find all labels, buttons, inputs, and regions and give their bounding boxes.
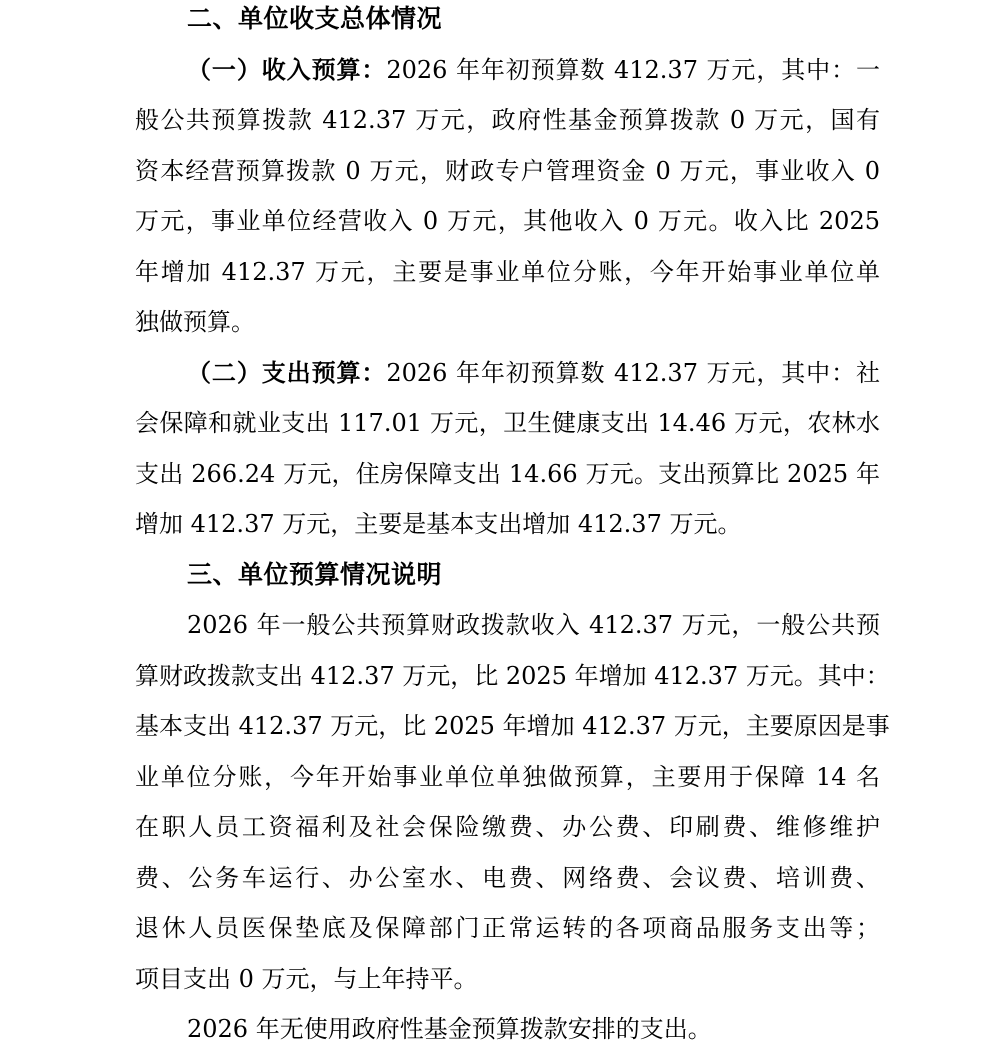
- paragraph-line: 在职人员工资福利及社会保险缴费、办公费、印刷费、维修维护: [135, 813, 880, 841]
- expense-budget-label: （二）支出预算：: [187, 358, 387, 387]
- paragraph-line: [135, 45, 880, 96]
- budget-explanation-paragraph: [135, 600, 890, 1004]
- paragraph-line: 资本经营预算拨款 0 万元，财政专户管理资金 0 万元，事业收入 0: [135, 156, 880, 185]
- paragraph-line: 般公共预算拨款 412.37 万元，政府性基金预算拨款 0 万元，国有: [135, 106, 880, 134]
- paragraph-text: 2026 年年初预算数 412.37 万元，其中：一: [386, 55, 880, 84]
- paragraph-line: 基本支出 412.37 万元，比 2025 年增加 412.37 万元，主要原因是事: [135, 712, 890, 740]
- paragraph-line: 会保障和就业支出 117.01 万元，卫生健康支出 14.46 万元，农林水: [135, 409, 880, 437]
- paragraph-text: 2026 年年初预算数 412.37 万元，其中：社: [386, 358, 880, 387]
- paragraph-line: 2026 年无使用政府性基金预算拨款安排的支出。: [187, 1015, 712, 1043]
- section-heading-2: 二、单位收支总体情况: [187, 4, 443, 33]
- government-fund-paragraph: [135, 1004, 880, 1055]
- document-page: [135, 0, 890, 1055]
- paragraph-line: 项目支出 0 万元，与上年持平。: [135, 964, 478, 993]
- paragraph-line: [135, 348, 880, 399]
- paragraph-line: 年增加 412.37 万元，主要是事业单位分账，今年开始事业单位单: [135, 257, 880, 286]
- income-budget-label: （一）收入预算：: [187, 55, 387, 84]
- paragraph-line: 支出 266.24 万元，住房保障支出 14.66 万元。支出预算比 2025 年: [135, 459, 880, 488]
- paragraph-line: 独做预算。: [135, 308, 255, 336]
- paragraph-line: 2026 年一般公共预算财政拨款收入 412.37 万元，一般公共预: [187, 611, 880, 639]
- income-budget-paragraph: [135, 45, 880, 348]
- paragraph-line: 增加 412.37 万元，主要是基本支出增加 412.37 万元。: [135, 510, 742, 538]
- paragraph-line: 业单位分账，今年开始事业单位单独做预算，主要用于保障 14 名: [135, 762, 880, 791]
- paragraph-line: 费、公务车运行、办公室水、电费、网络费、会议费、培训费、: [135, 863, 880, 892]
- section-heading-3: 三、单位预算情况说明: [187, 559, 443, 589]
- expense-budget-paragraph: [135, 348, 880, 550]
- paragraph-line: 万元，事业单位经营收入 0 万元，其他收入 0 万元。收入比 2025: [135, 207, 880, 235]
- paragraph-line: 算财政拨款支出 412.37 万元，比 2025 年增加 412.37 万元。其中：: [135, 661, 890, 690]
- paragraph-line: 退休人员医保垫底及保障部门正常运转的各项商品服务支出等；: [135, 914, 880, 942]
